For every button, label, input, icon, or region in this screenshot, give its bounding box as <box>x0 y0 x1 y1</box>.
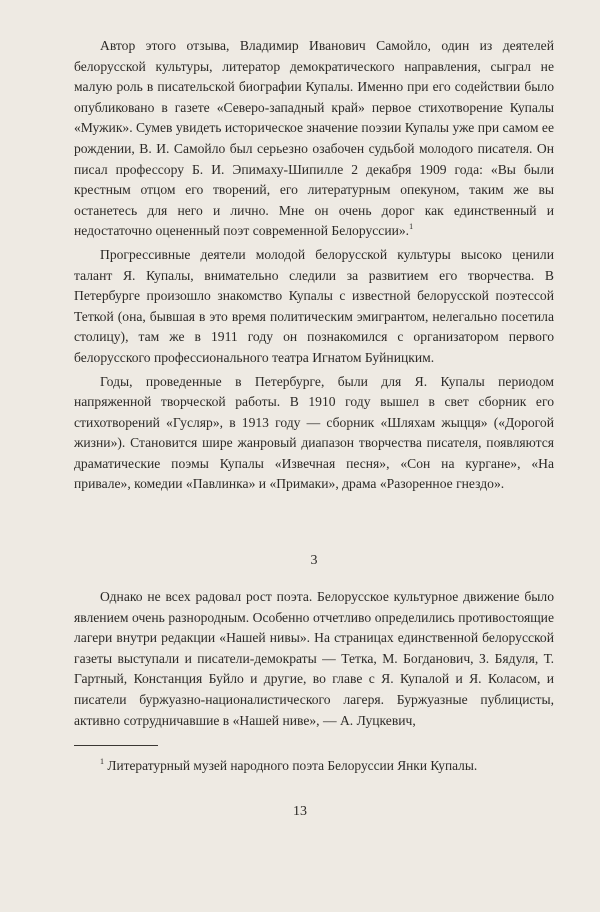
paragraph-1 <box>74 36 554 242</box>
footnote <box>74 756 554 776</box>
footnote-reference: 1 <box>409 222 414 232</box>
page-number: 13 <box>293 804 307 819</box>
footnote-divider <box>74 745 158 746</box>
paragraph-3: Годы, проведенные в Петербурге, были для Я. Купалы периодом напряженной творческой работы. В 1910 году вышел в свет сборник его стихотворений «Гусляр», в 1913 году — сборник «Шляхам жыцця» («Дорогой жизни»). Становится шире жанровый диапазон творчества писателя, появляются драматические поэмы Купалы «Извечная песня», «Сон на кургане», «На привале», комедии «Павлинка» и «Примаки», драма «Разоренное гнездо». <box>74 373 554 492</box>
paragraph-1-text: Автор этого отзыва, Владимир Иванович Самойло, один из деятелей белорусской культуры, литератор демократического направления, сыграл не малую роль в писательской биографии Купалы. Именно при его содействии было опубликовано в газете «Северо-западный край» первое стихотворение Купалы «Мужик». Сумев увидеть историческое значение поэзии Купалы уже при самом ее рождении, В. И. Самойло был серьезно озабочен судьбой молодого писателя. Он писал профессору Б. И. Эпимаху-Шипилле 2 декабря 1909 года: «Вы были крестным отцом его творений, его литературным опекуном, таким же вы останетесь для него и лично. Мне он очень дорог как единственный и недостаточно оцененный поэт современной Белоруссии». <box>74 38 554 239</box>
footnote-text: Литературный музей народного поэта Белоруссии Янки Купалы. <box>107 758 478 774</box>
section-number: 3 <box>310 553 318 569</box>
page-body <box>74 36 554 776</box>
footnote-marker: 1 <box>100 757 104 767</box>
paragraph-2: Прогрессивные деятели молодой белорусской культуры высоко ценили талант Я. Купалы, внимательно следили за развитием его творчества. В Петербурге произошло знакомство Купалы с известной белорусской поэтессой Теткой (она, бывшая в это время политическим эмигрантом, нелегально посетила столицу), там же в 1911 году он познакомился с организатором первого белорусского профессионального театра Игнатом Буйницким. <box>74 246 554 365</box>
paragraph-4: Однако не всех радовал рост поэта. Белорусское культурное движение было явлением очень разнородным. Особенно отчетливо определились противостоящие лагери внутри редакции «Нашей нивы». На страницах единственной белорусской газеты выступали и писатели-демократы — Тетка, М. Богданович, З. Бядуля, Т. Гартный, Констанция Буйло и другие, во главе с Я. Купалой и Я. Коласом, и писатели буржуазно-националистического лагеря. Буржуазные публицисты, активно сотрудничавшие в «Нашей ниве», — А. Луцкевич, <box>74 589 554 728</box>
